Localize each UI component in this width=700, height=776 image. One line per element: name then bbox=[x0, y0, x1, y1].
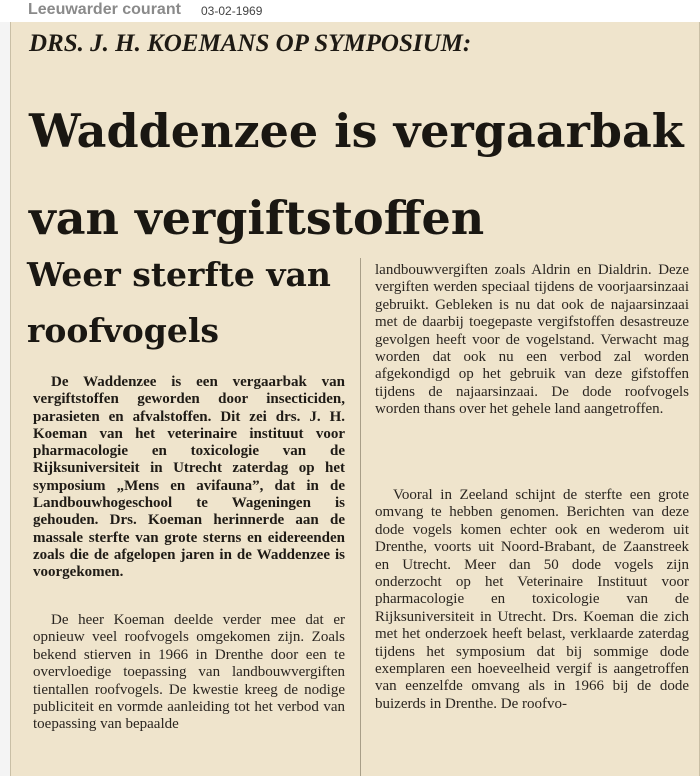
archive-header bbox=[0, 0, 700, 22]
publication-date: 03-02-1969 bbox=[201, 4, 263, 18]
article-kicker: DRS. J. H. KOEMANS OP SYMPOSIUM: bbox=[29, 30, 472, 57]
column-divider bbox=[360, 258, 361, 776]
article-lead-paragraph: De Waddenzee is een vergaarbak van vergiftstoffen geworden door insecticiden, parasieten en afvalstoffen. Dit zei drs. J. H. Koeman van het veterinaire instituut voor pharmacologie en toxicologie van de Rijksuniversiteit in Utrecht zaterdag op het symposium „Mens en avifauna”, dat in de Landbouwhogeschool te Wageningen is gehouden. Drs. Koeman herinnerde aan de massale sterfte van grote sterns en eidereenden zoals die de afgelopen jaren in de Waddenzee is voorgekomen. bbox=[33, 374, 345, 581]
newspaper-name[interactable]: Leeuwarder courant bbox=[28, 1, 181, 18]
body-paragraph-2: landbouwvergiften zoals Aldrin en Dialdrin. Deze vergiften werden speciaal tijdens de voorjaarsinzaai gebruikt. Gebleken is nu dat ook de najaarsinzaai met de daarbij toegepaste vergifstoffen desastreuze gevolgen heeft voor de vogelstand. Verwacht mag worden dat ook nu een verbod zal worden afgekondigd op het gebruik van deze gifstoffen tijdens de najaarsinzaai. De dode roofvogels worden thans over het gehele land aangetroffen. bbox=[375, 262, 689, 418]
body-paragraph-3: Vooral in Zeeland schijnt de sterfte een grote omvang te hebben genomen. Berichten van deze dode vogels komen echter ook en wederom uit Drenthe, voorts uit Noord-Brabant, de Zaanstreek en Utrecht. Meer dan 50 dode vogels zijn onderzocht op het Veterinaire Instituut voor pharmacologie en toxicologie van de Rijksuniversiteit in Utrecht. Drs. Koeman die zich met het onderzoek heeft belast, verklaarde zaterdag tijdens het symposium dat bij sommige dode exemplaren een hoeveelheid vergif is aangetroffen van eenzelfde omvang als in 1966 bij de dode buizerds in Drenthe. De roofvo- bbox=[375, 487, 689, 712]
body-paragraph-1: De heer Koeman deelde verder mee dat er opnieuw veel roofvogels omgekomen zijn. Zoals bekend stierven in 1966 in Drenthe door een te overvloedige toepassing van landbouwvergiften tientallen roofvogels. De kwestie kreeg de nodige publiciteit en vormde aanleiding tot het verbod van toepassing van bepaalde bbox=[33, 612, 345, 733]
article-headline: Waddenzee is vergaarbak van vergiftstoffen bbox=[29, 104, 684, 245]
newspaper-clipping bbox=[10, 22, 700, 776]
article-subheadline: Weer sterfte van roofvogels bbox=[27, 255, 331, 350]
